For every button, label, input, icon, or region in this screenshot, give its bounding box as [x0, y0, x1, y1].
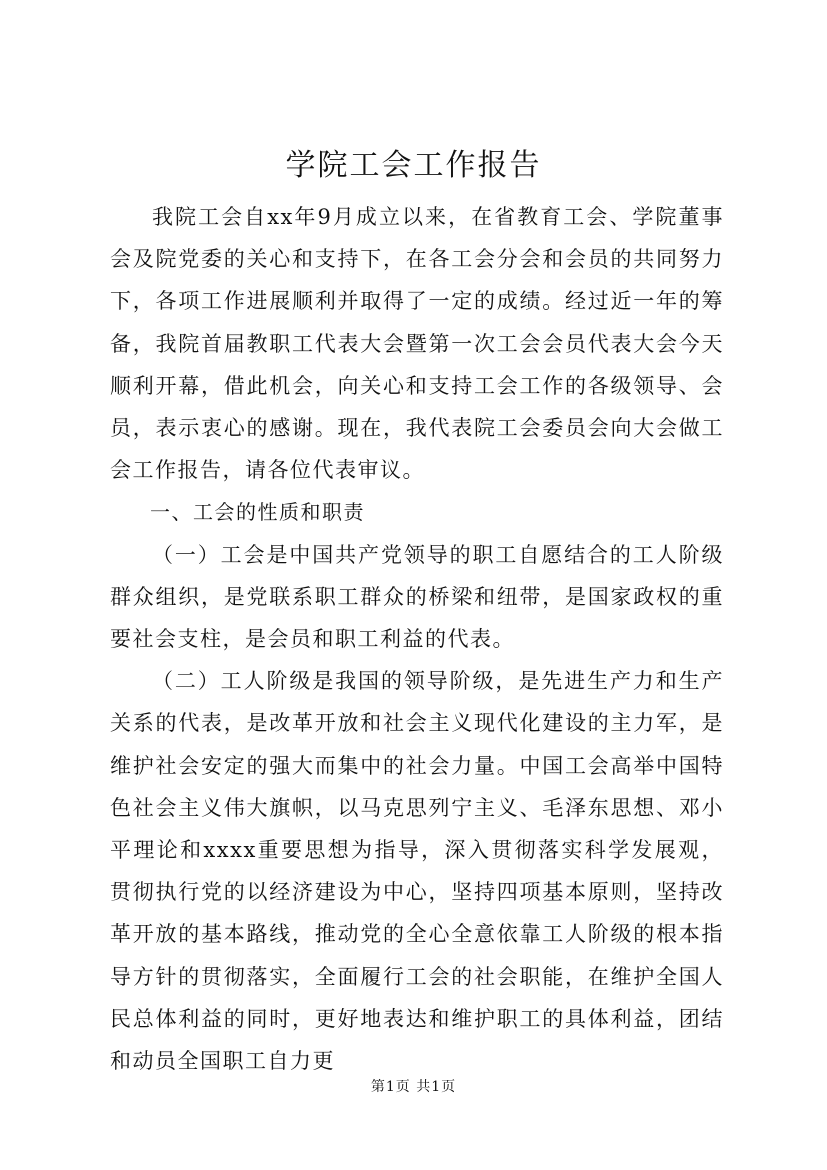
page-footer: 第1页 共1页 [370, 1079, 457, 1095]
section-heading: 一、工会的性质和职责 [150, 500, 365, 525]
page-title: 学院工会工作报告 [285, 148, 542, 183]
paragraph-item-2: （二）工人阶级是我国的领导阶级，是先进生产力和生产关系的代表，是改革开放和社会主义现代化建设的主力军，是维护社会安定的强大而集中的社会力量。中国工会高举中国特色社会主义伟大旗帜，以马克思列宁主义、毛泽东思想、邓小平理论和xxxx重要思想为指导，深入贯彻落实科学发展观，贯彻执行党的以经济建设为中心，坚持四项基本原则，坚持改革开放的基本路线，推动党的全心全意依靠工人阶级的根本指导方针的贯彻落实，全面履行工会的社会职能，在维护全国人民总体利益的同时，更好地表达和维护职工的具体利益，团结和动员全国职工自力更 [110, 669, 724, 1074]
document-body [110, 196, 724, 1082]
paragraph-item-1: （一）工会是中国共产党领导的职工自愿结合的工人阶级群众组织，是党联系职工群众的桥梁和纽带，是国家政权的重要社会支柱，是会员和职工利益的代表。 [110, 542, 724, 652]
intro-paragraph: 我院工会自xx年9月成立以来，在省教育工会、学院董事会及院党委的关心和支持下，在各工会分会和会员的共同努力下，各项工作进展顺利并取得了一定的成绩。经过近一年的筹备，我院首届教职工代表大会暨第一次工会会员代表大会今天顺利开幕，借此机会，向关心和支持工会工作的各级领导、会员，表示衷心的感谢。现在，我代表院工会委员会向大会做工会工作报告，请各位代表审议。 [110, 205, 724, 483]
